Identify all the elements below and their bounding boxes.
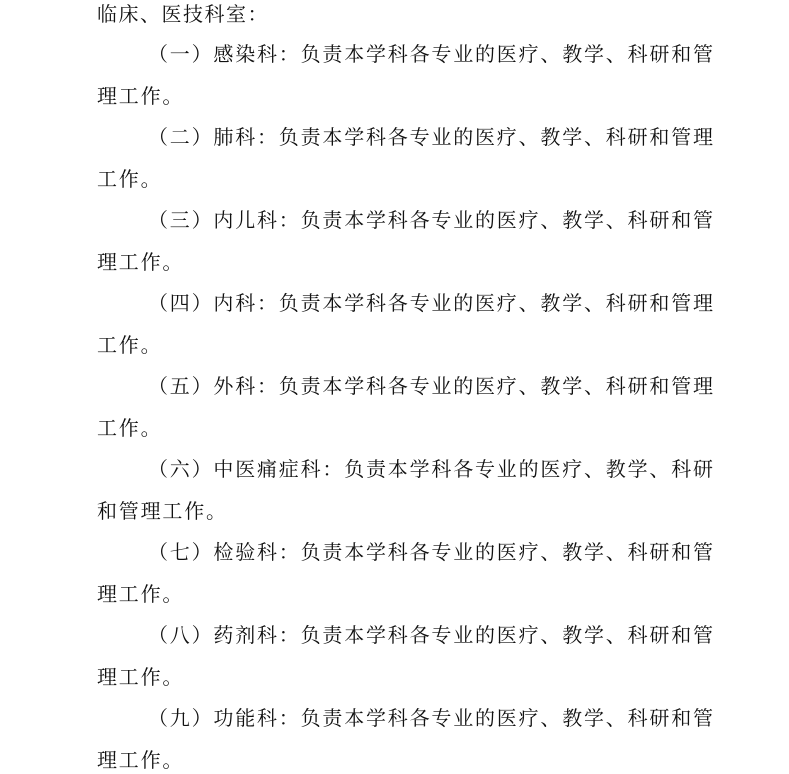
item-line-2: 理工作。	[97, 84, 185, 108]
item-line-1: （七）检验科：负责本学科各专业的医疗、教学、科研和管	[148, 540, 715, 564]
item-line-2: 工作。	[97, 333, 163, 357]
item-line-1: （三）内儿科：负责本学科各专业的医疗、教学、科研和管	[148, 208, 715, 232]
item-line-1: （一）感染科：负责本学科各专业的医疗、教学、科研和管	[148, 42, 715, 66]
item-line-2: 理工作。	[97, 250, 185, 274]
item-line-1: （六）中医痛症科：负责本学科各专业的医疗、教学、科研	[148, 457, 715, 481]
item-line-1: （八）药剂科：负责本学科各专业的医疗、教学、科研和管	[148, 623, 715, 647]
item-line-2: 理工作。	[97, 748, 185, 772]
item-line-1: （四）内科：负责本学科各专业的医疗、教学、科研和管理	[148, 291, 715, 315]
item-line-2: 理工作。	[97, 665, 185, 689]
item-line-1: （五）外科：负责本学科各专业的医疗、教学、科研和管理	[148, 374, 715, 398]
item-line-2: 工作。	[97, 416, 163, 440]
item-line-2: 和管理工作。	[97, 499, 228, 523]
item-line-1: （九）功能科：负责本学科各专业的医疗、教学、科研和管	[148, 706, 715, 730]
item-line-2: 工作。	[97, 167, 163, 191]
item-line-1: （二）肺科：负责本学科各专业的医疗、教学、科研和管理	[148, 125, 715, 149]
item-line-2: 理工作。	[97, 582, 185, 606]
section-heading: 临床、医技科室：	[97, 2, 269, 26]
